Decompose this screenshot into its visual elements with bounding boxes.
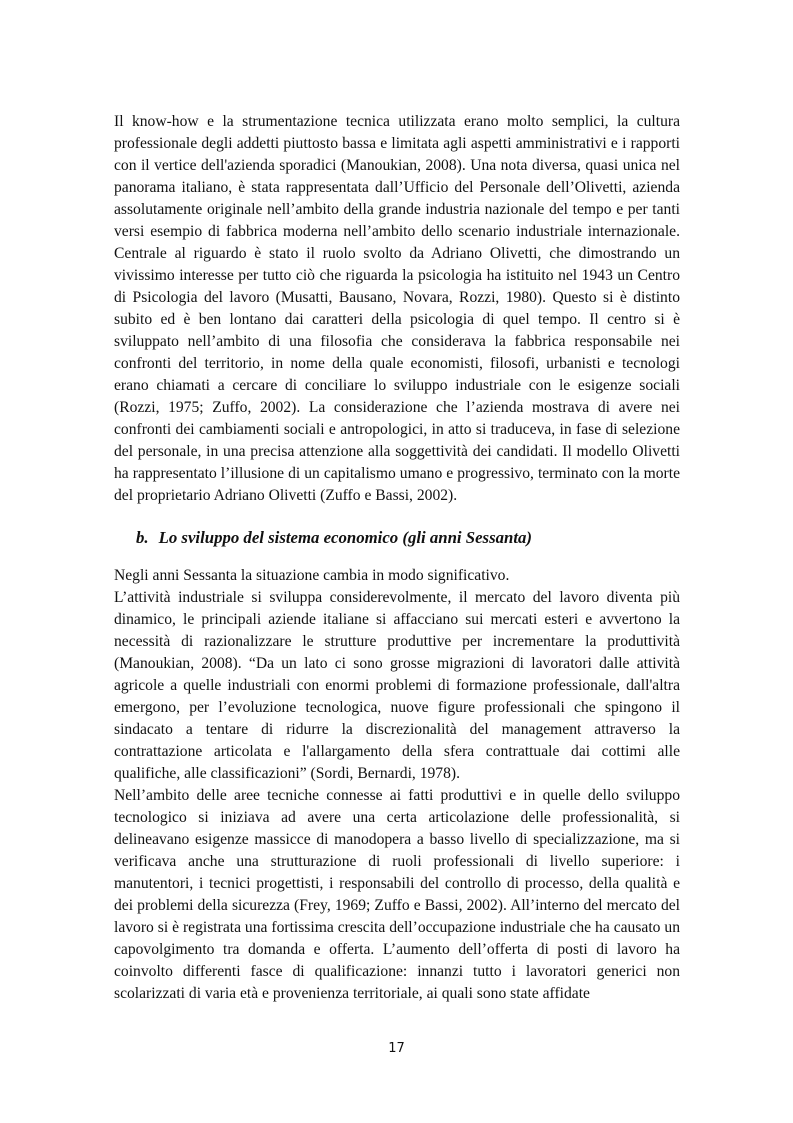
section-heading-b <box>114 526 680 550</box>
section-title: Lo sviluppo del sistema economico (gli anni Sessanta) <box>158 528 532 547</box>
page-number: 17 <box>388 1041 405 1056</box>
paragraph-aree-tecniche: Nell’ambito delle aree tecniche connesse ai fatti produttivi e in quelle dello sviluppo tecnologico si iniziava ad avere una certa articolazione delle professionalità, si delineavano esigenze massicce di manodopera a basso livello di specializzazione, ma si verificava anche una strutturazione di ruoli professionali di livello superiore: i manutentori, i tecnici progettisti, i responsabili del controllo di processo, della qualità e dei problemi della sicurezza (Frey, 1969; Zuffo e Bassi, 2002). All’interno del mercato del lavoro si è registrata una fortissima crescita dell’occupazione industriale che ha causato un capovolgimento tra domanda e offerta. L’aumento dell’offerta di posti di lavoro ha coinvolto differenti fasce di qualificazione: innanzi tutto i lavoratori generici non scolarizzati di varia età e provenienza territoriale, ai quali sono state affidate <box>114 787 680 1002</box>
paragraph-anni-sessanta-intro: Negli anni Sessanta la situazione cambia in modo significativo. <box>114 567 510 584</box>
paragraph-attivita-industriale: L’attività industriale si sviluppa considerevolmente, il mercato del lavoro diventa più dinamico, le principali aziende italiane si affacciano sui mercati esteri e avvertono la necessità di razionalizzare le strutture produttive per incrementare la produttività (Manoukian, 2008). “Da un lato ci sono grosse migrazioni di lavoratori dalle attività agricole a quelle industriali con enormi problemi di formazione professionale, dall'altra emergono, per l’evoluzione tecnologica, nuove figure professionali che spingono il sindacato a tentare di ridurre la discrezionalità del management attraverso la contrattazione articolata e l'allargamento della sfera contrattuale dai cottimi alle qualifiche, alle classificazioni” (Sordi, Bernardi, 1978). <box>114 589 680 782</box>
section-marker: b. <box>136 528 149 547</box>
paragraph-olivetti: Il know-how e la strumentazione tecnica utilizzata erano molto semplici, la cultura professionale degli addetti piuttosto bassa e limitata agli aspetti amministrativi e i rapporti con il vertice dell'azienda sporadici (Manoukian, 2008). Una nota diversa, quasi unica nel panorama italiano, è stata rappresentata dall’Ufficio del Personale dell’Olivetti, azienda assolutamente originale nell’ambito della grande industria nazionale del tempo e per tanti versi esempio di fabbrica moderna nell’ambito dello scenario industriale internazionale. Centrale al riguardo è stato il ruolo svolto da Adriano Olivetti, che dimostrando un vivissimo interesse per tutto ciò che riguarda la psicologia ha istituito nel 1943 un Centro di Psicologia del lavoro (Musatti, Bausano, Novara, Rozzi, 1980). Questo si è distinto subito ed è ben lontano dai caratteri della psicologia di quel tempo. Il centro si è sviluppato nell’ambito di una filosofia che considerava la fabbrica responsabile nei confronti del territorio, in nome della quale economisti, filosofi, urbanisti e tecnologi erano chiamati a cercare di conciliare lo sviluppo industriale con le esigenze sociali (Rozzi, 1975; Zuffo, 2002). La considerazione che l’azienda mostrava di avere nei confronti dei cambiamenti sociali e antropologici, in atto si traduceva, in fase di selezione del personale, in una precisa attenzione alla soggettività dei candidati. Il modello Olivetti ha rappresentato l’illusione di un capitalismo umano e progressivo, terminato con la morte del proprietario Adriano Olivetti (Zuffo e Bassi, 2002). <box>114 113 680 504</box>
body-text <box>114 111 680 1005</box>
